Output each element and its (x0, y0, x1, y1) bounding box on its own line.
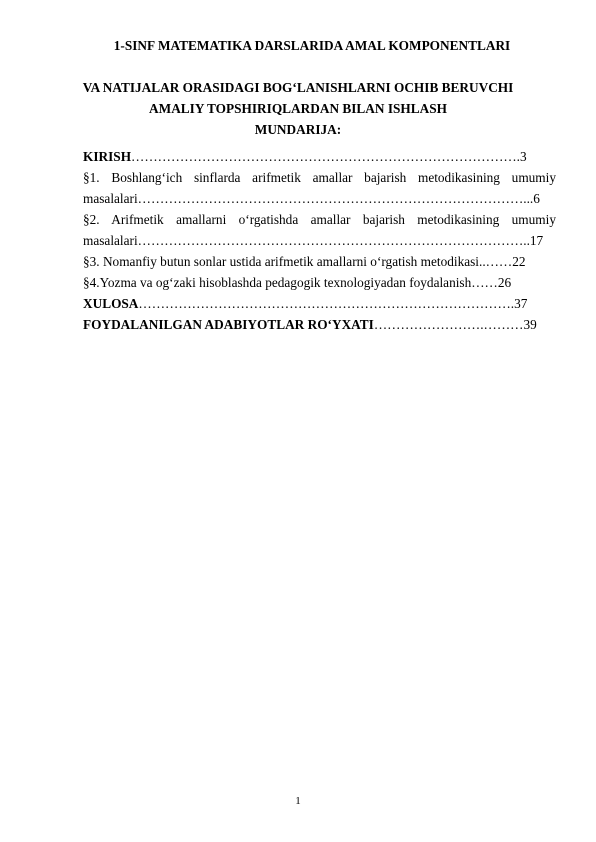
toc-entry-page: .17 (526, 233, 544, 248)
toc-entry-xulosa[interactable] (83, 293, 556, 314)
toc-entry-leader: ……………………………………………………………………………. (137, 233, 527, 248)
toc-entry-leader: …………………………………………………………………………… (131, 149, 517, 164)
title-line-2: VA NATIJALAR ORASIDAGI BOG‘LANISHLARNI OCHIB BERUVCHI (82, 80, 514, 95)
toc-entry-label: KIRISH (83, 149, 132, 164)
toc-entry-section-3[interactable] (83, 251, 556, 272)
toc-entry-section-1-line-1[interactable] (83, 167, 556, 188)
toc-entry-page: 22 (512, 254, 526, 269)
toc-entry-label: §4.Yozma va og‘zaki hisoblashda pedagogik texnologiyadan foydalanish…… (83, 275, 498, 290)
toc-entry-label: XULOSA (83, 296, 139, 311)
toc-entry-label: masalalari (83, 191, 138, 206)
page-number: 1 (295, 795, 301, 807)
toc-entry-page: 39 (523, 317, 537, 332)
toc-entry-label: §1. Boshlang‘ich sinflarda arifmetik amallar bajarish metodikasining umumiy (83, 170, 556, 185)
title-line-3: AMALIY TOPSHIRIQLARDAN BILAN ISHLASH (149, 101, 447, 116)
toc-entry-section-2-line-1[interactable] (83, 209, 556, 230)
toc-entry-label: §3. Nomanfiy butun sonlar ustida arifmetik amallarni o‘rgatish metodikasi..…… (83, 254, 513, 269)
toc-entry-section-4[interactable] (83, 272, 556, 293)
toc-entry-leader: …………………………………………………………………………… (137, 191, 524, 206)
title-line-1: 1-SINF MATEMATIKA DARSLARIDA AMAL KOMPONENTLARI (113, 38, 511, 53)
toc-entry-label: masalalari (83, 233, 138, 248)
table-of-contents (83, 146, 556, 335)
toc-entry-page: ...6 (523, 191, 540, 206)
toc-entry-page: .3 (516, 149, 527, 164)
toc-entry-kirish[interactable] (83, 146, 556, 167)
toc-entry-label: FOYDALANILGAN ADABIYOTLAR RO‘YXATI (83, 317, 374, 332)
toc-entry-section-1-line-2[interactable] (83, 188, 556, 209)
toc-entry-page: 26 (497, 275, 512, 290)
toc-entry-page: 37 (514, 296, 528, 311)
toc-entry-label: §2. Arifmetik amallarni o‘rgatishda amallar bajarish metodikasining umumiy (83, 212, 556, 227)
toc-entry-leader: …………………….……… (373, 317, 524, 332)
toc-entry-bibliography[interactable] (83, 314, 556, 335)
toc-heading: MUNDARIJA: (254, 122, 342, 137)
toc-entry-section-2-line-2[interactable] (83, 230, 556, 251)
toc-entry-leader: …………………………………………………………………………. (138, 296, 515, 311)
